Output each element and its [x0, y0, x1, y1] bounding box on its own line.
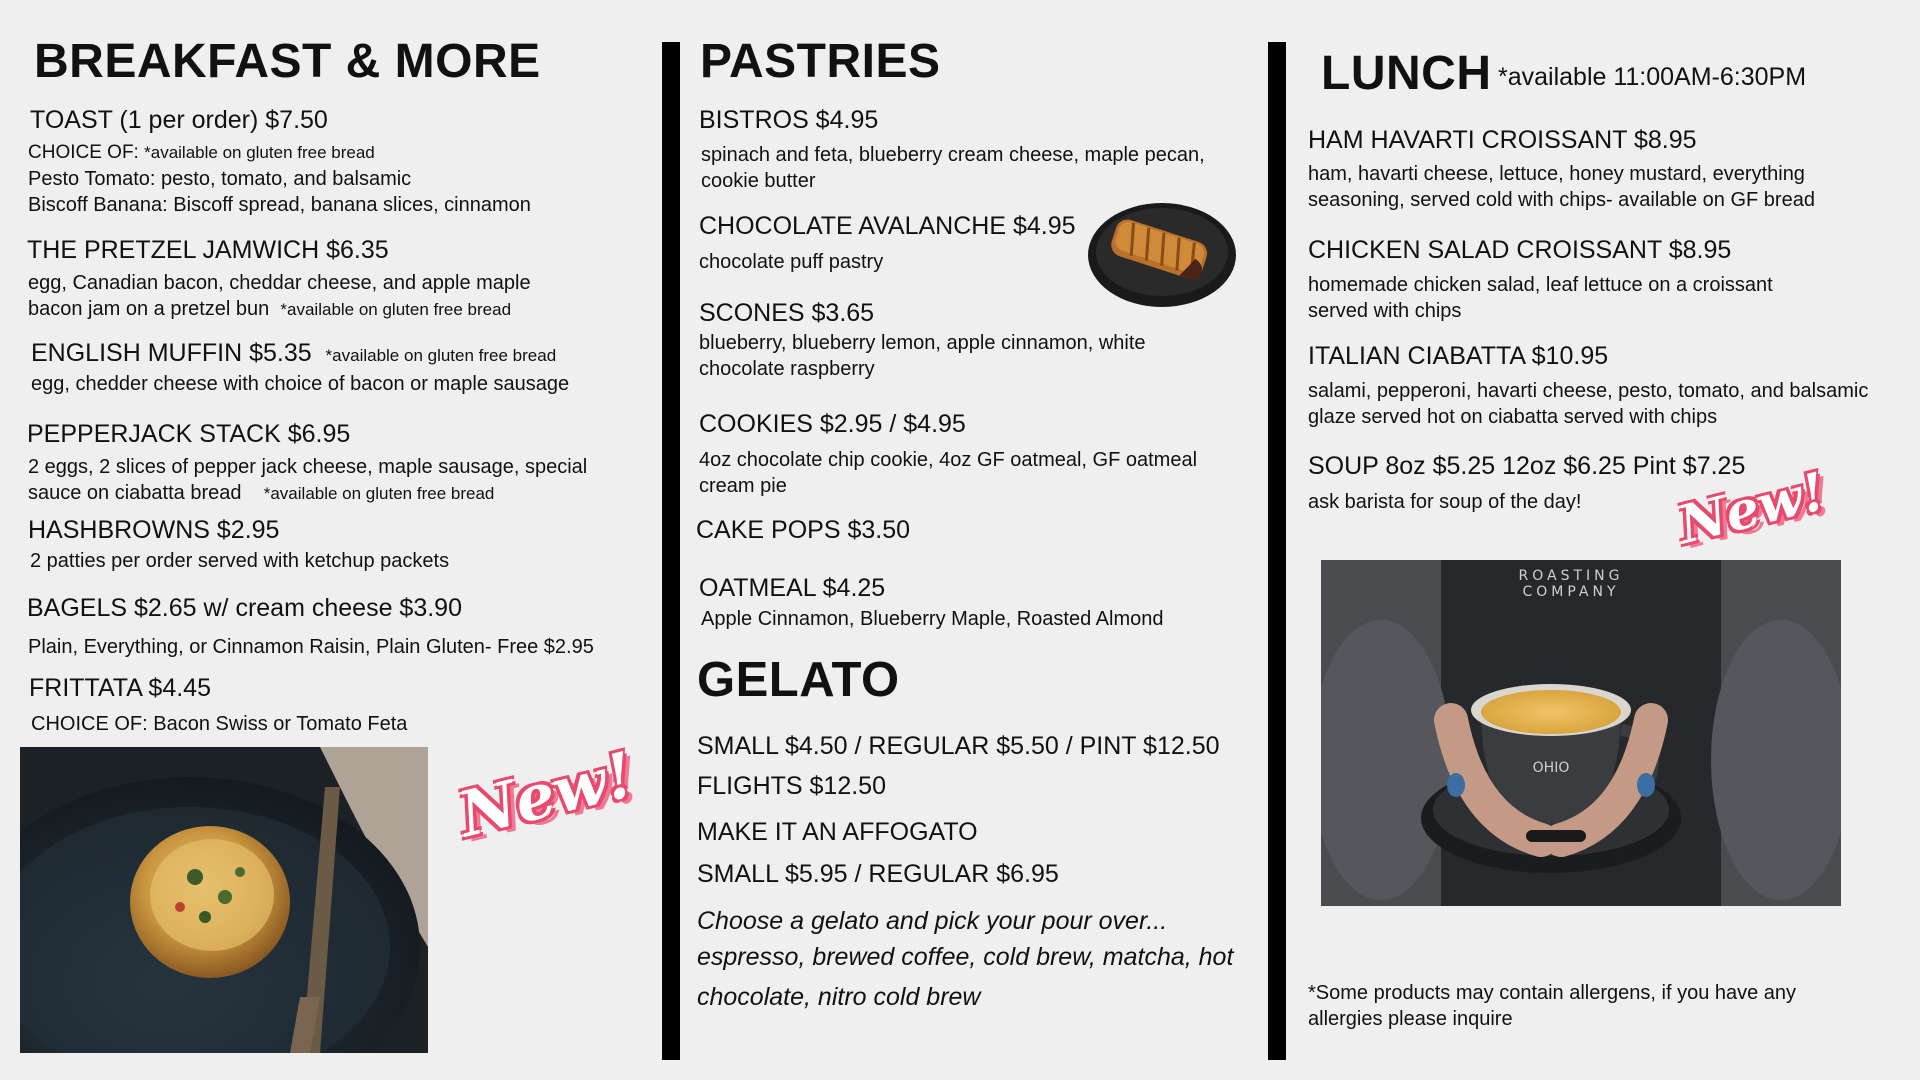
toast-item-name: TOAST (1 per order) $7.50 [30, 106, 328, 134]
ham-line2: seasoning, served cold with chips- available on GF bread [1308, 189, 1815, 211]
avalanche-item-name: CHOCOLATE AVALANCHE $4.95 [699, 212, 1076, 240]
toast-line3: Biscoff Banana: Biscoff spread, banana slices, cinnamon [28, 194, 531, 216]
lunch-new-badge [1672, 460, 1832, 557]
soup-photo-art [1321, 560, 1841, 906]
apron-text-line2: COMPANY [1522, 584, 1620, 600]
ciabatta-item-name: ITALIAN CIABATTA $10.95 [1308, 342, 1609, 370]
scones-line1: blueberry, blueberry lemon, apple cinnamon, white [699, 332, 1146, 354]
oatmeal-item-name: OATMEAL $4.25 [699, 574, 886, 602]
frittata-photo-art [20, 747, 428, 1053]
pepperjack-line2-text: sauce on ciabatta bread [28, 482, 242, 504]
toast-gf-note: *available on gluten free bread [144, 143, 375, 162]
gelato-pour-line1: Choose a gelato and pick your pour over... [697, 907, 1168, 935]
frittata-line1: CHOICE OF: Bacon Swiss or Tomato Feta [31, 713, 408, 735]
avalanche-line1: chocolate puff pastry [699, 251, 884, 273]
cakepops-item-name: CAKE POPS $3.50 [696, 516, 911, 544]
scones-line2: chocolate raspberry [699, 358, 875, 380]
gelato-affogato: MAKE IT AN AFFOGATO [697, 818, 978, 846]
avalanche-photo [1087, 202, 1237, 308]
bistros-line1: spinach and feta, blueberry cream cheese, maple pecan, [701, 144, 1205, 166]
chicken-item-name: CHICKEN SALAD CROISSANT $8.95 [1308, 236, 1732, 264]
gelato-heading: GELATO [697, 653, 900, 707]
gelato-sizes: SMALL $4.50 / REGULAR $5.50 / PINT $12.50 [697, 732, 1220, 760]
cookies-line2: cream pie [699, 475, 787, 497]
chicken-line2: served with chips [1308, 300, 1462, 322]
chicken-line1: homemade chicken salad, leaf lettuce on a croissant [1308, 274, 1773, 296]
column-divider-left [662, 42, 680, 1060]
pepperjack-line1: 2 eggs, 2 slices of pepper jack cheese, maple sausage, special [28, 456, 588, 478]
bagels-item-name: BAGELS $2.65 w/ cream cheese $3.90 [27, 594, 462, 622]
gelato-affogato-sizes: SMALL $5.95 / REGULAR $6.95 [697, 860, 1059, 888]
toast-line2: Pesto Tomato: pesto, tomato, and balsamic [28, 168, 412, 190]
toast-line1 [28, 140, 375, 166]
cookies-item-name: COOKIES $2.95 / $4.95 [699, 410, 966, 438]
gelato-pour-line2: espresso, brewed coffee, cold brew, matcha, hot [697, 943, 1234, 971]
lunch-availability: *available 11:00AM-6:30PM [1498, 63, 1807, 91]
column-divider-right [1268, 42, 1286, 1060]
soup-photo [1321, 560, 1841, 906]
avalanche-photo-art [1087, 202, 1237, 308]
breakfast-new-badge [451, 737, 641, 852]
soup-line1: ask barista for soup of the day! [1308, 491, 1582, 513]
pretzel-line2-text: bacon jam on a pretzel bun [28, 298, 270, 320]
pepperjack-item-name: PEPPERJACK STACK $6.95 [27, 420, 351, 448]
breakfast-new-badge-text: New! [451, 737, 641, 852]
apron-text-line1: ROASTING [1518, 568, 1624, 584]
pretzel-gf-note: *available on gluten free bread [280, 300, 512, 319]
breakfast-heading: BREAKFAST & MORE [34, 35, 541, 88]
scones-item-name: SCONES $3.65 [699, 299, 875, 327]
cookies-line1: 4oz chocolate chip cookie, 4oz GF oatmeal, GF oatmeal [699, 449, 1198, 471]
mug-logo: OHIO [1532, 760, 1570, 776]
ham-item-name: HAM HAVARTI CROISSANT $8.95 [1308, 126, 1697, 154]
hashbrowns-item-name: HASHBROWNS $2.95 [28, 516, 280, 544]
bagels-line1: Plain, Everything, or Cinnamon Raisin, Plain Gluten- Free $2.95 [28, 636, 594, 658]
frittata-item-name: FRITTATA $4.45 [29, 674, 211, 702]
muffin-gf-note: *available on gluten free bread [325, 346, 557, 365]
bistros-line2: cookie butter [701, 170, 816, 192]
muffin-name-text: ENGLISH MUFFIN $5.35 [31, 339, 312, 367]
oatmeal-line1: Apple Cinnamon, Blueberry Maple, Roasted Almond [701, 608, 1164, 630]
lunch-heading: LUNCH [1321, 47, 1492, 100]
hashbrowns-line1: 2 patties per order served with ketchup packets [30, 550, 450, 572]
pretzel-line1: egg, Canadian bacon, cheddar cheese, and apple maple [28, 272, 531, 294]
ham-line1: ham, havarti cheese, lettuce, honey mustard, everything [1308, 163, 1805, 185]
ciabatta-line2: glaze served hot on ciabatta served with chips [1308, 406, 1718, 428]
bistros-item-name: BISTROS $4.95 [699, 106, 879, 134]
muffin-line1: egg, chedder cheese with choice of bacon or maple sausage [31, 373, 570, 395]
pastries-heading: PASTRIES [700, 35, 941, 88]
frittata-photo [20, 747, 428, 1053]
soup-item-name: SOUP 8oz $5.25 12oz $6.25 Pint $7.25 [1308, 452, 1746, 480]
ciabatta-line1: salami, pepperoni, havarti cheese, pesto, tomato, and balsamic [1308, 380, 1869, 402]
allergen-line1: *Some products may contain allergens, if you have any [1308, 982, 1797, 1004]
toast-choice-label: CHOICE OF: [28, 142, 145, 163]
pepperjack-line2 [28, 480, 494, 507]
allergen-line2: allergies please inquire [1308, 1008, 1513, 1030]
muffin-item-name [31, 339, 556, 368]
pepperjack-gf-note: *available on gluten free bread [263, 484, 495, 503]
gelato-flights: FLIGHTS $12.50 [697, 772, 886, 800]
gelato-pour-line3: chocolate, nitro cold brew [697, 983, 981, 1011]
pretzel-item-name: THE PRETZEL JAMWICH $6.35 [27, 236, 389, 264]
lunch-new-badge-text: New! [1672, 460, 1832, 557]
pretzel-line2 [28, 296, 511, 323]
